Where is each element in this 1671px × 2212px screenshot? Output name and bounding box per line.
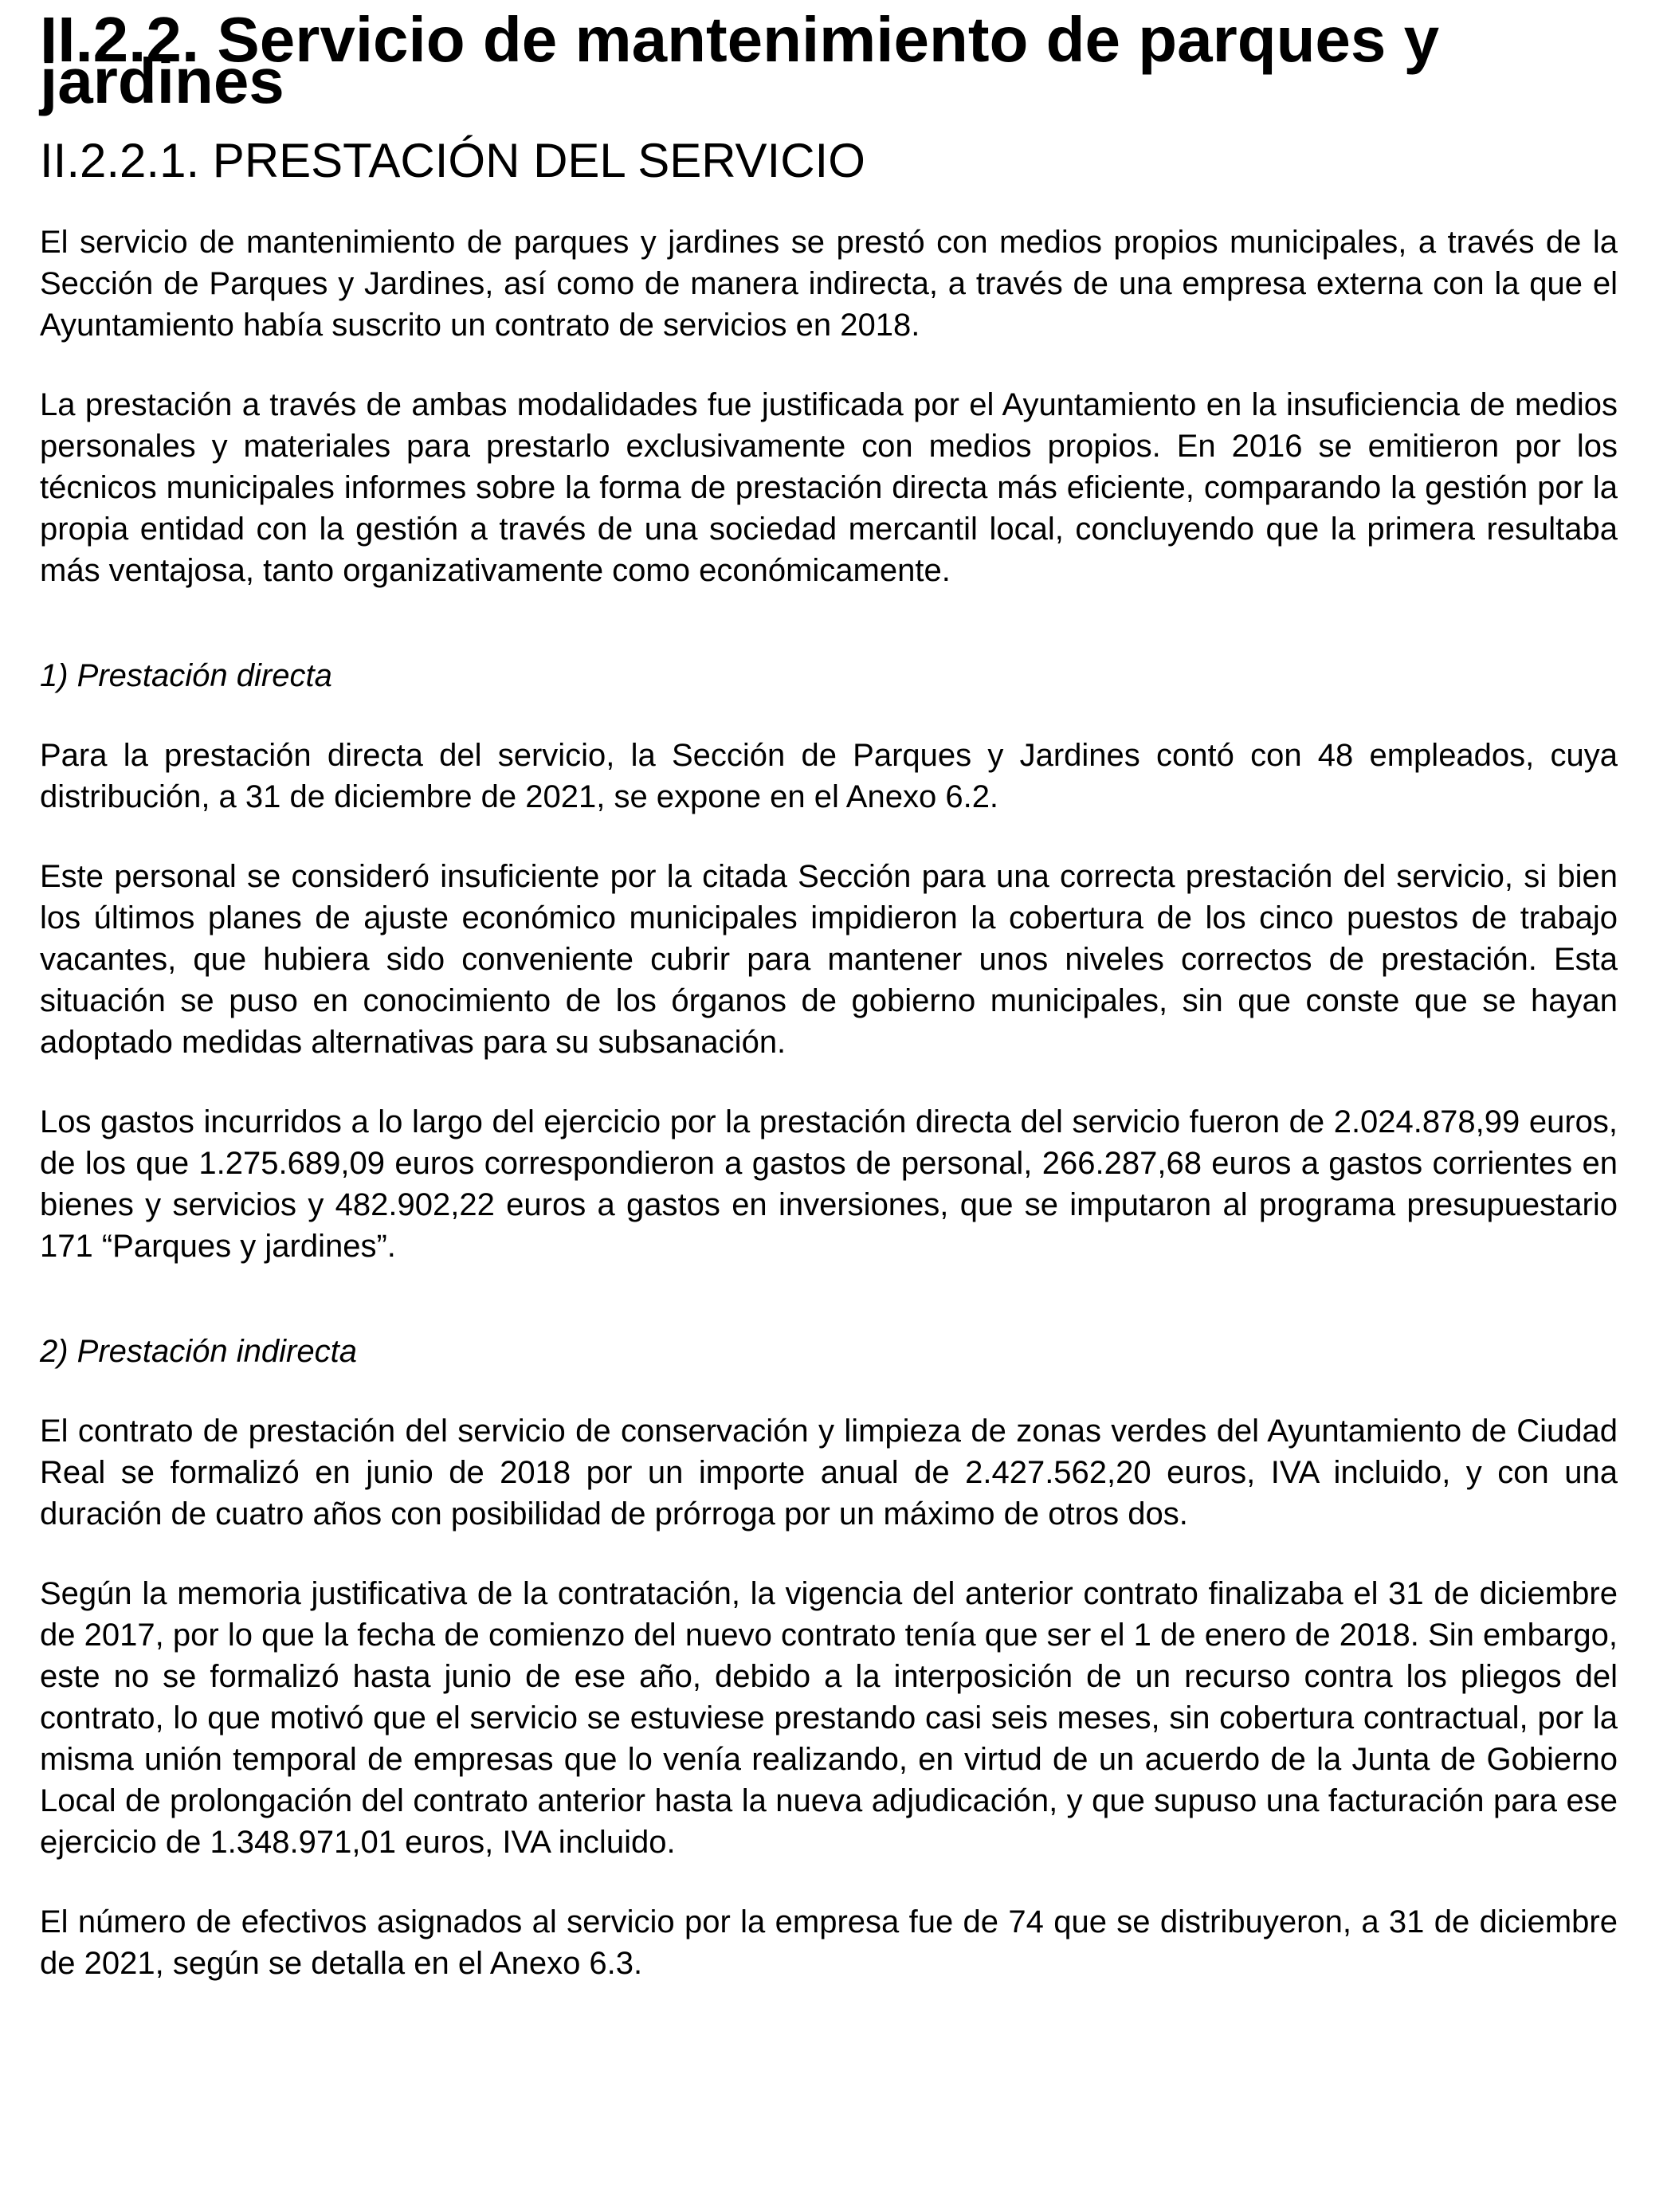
paragraph-contract: El contrato de prestación del servicio de conservación y limpieza de zonas verdes del Ayuntamiento de Ciudad Real se formalizó en junio de 2018 por un importe anual de 2.427.562,20 euros, IVA incluido, y con una duración de cuatro años con posibilidad de prórroga por un máximo de otros dos.	[40, 1414, 1618, 1532]
heading-direct-provision: 1) Prestación directa	[40, 658, 332, 693]
paragraph-company-staff: El número de efectivos asignados al servicio por la empresa fue de 74 que se distribuyeron, a 31 de diciembre de 2021, según se detalla en el Anexo 6.3.	[40, 1904, 1618, 1981]
subsection-title: II.2.2.1. PRESTACIÓN DEL SERVICIO	[40, 134, 865, 187]
section-title: II.2.2. Servicio de mantenimiento de parques y jardines	[40, 4, 1440, 116]
paragraph-service-overview: El servicio de mantenimiento de parques y jardines se prestó con medios propios municipales, a través de la Sección de Parques y Jardines, así como de manera indirecta, a través de una empresa externa con la que el Ayuntamiento había suscrito un contrato de servicios en 2018.	[40, 225, 1618, 343]
document-page	[40, 4, 1618, 1984]
heading-indirect-provision: 2) Prestación indirecta	[40, 1334, 357, 1369]
paragraph-staff-insufficient: Este personal se consideró insuficiente por la citada Sección para una correcta prestación del servicio, si bien los últimos planes de ajuste económico municipales impidieron la cobertura de los cinco puestos de trabajo vacantes, que hubiera sido conveniente cubrir para mantener unos niveles correctos de prestación. Esta situación se puso en conocimiento de los órganos de gobierno municipales, sin que conste que se hayan adoptado medidas alternativas para su subsanación.	[40, 859, 1618, 1060]
paragraph-justification: La prestación a través de ambas modalidades fue justificada por el Ayuntamiento en la insuficiencia de medios personales y materiales para prestarlo exclusivamente con medios propios. En 2016 se emitieron por los técnicos municipales informes sobre la forma de prestación directa más eficiente, comparando la gestión por la propia entidad con la gestión a través de una sociedad mercantil local, concluyendo que la primera resultaba más ventajosa, tanto organizativamente como económicamente.	[40, 387, 1618, 588]
paragraph-contract-memo: Según la memoria justificativa de la contratación, la vigencia del anterior contrato finalizaba el 31 de diciembre de 2017, por lo que la fecha de comienzo del nuevo contrato tenía que ser el 1 de enero de 2018. Sin embargo, este no se formalizó hasta junio de ese año, debido a la interposición de un recurso contra los pliegos del contrato, lo que motivó que el servicio se estuviese prestando casi seis meses, sin cobertura contractual, por la misma unión temporal de empresas que lo venía realizando, en virtud de un acuerdo de la Junta de Gobierno Local de prolongación del contrato anterior hasta la nueva adjudicación, y que supuso una facturación para ese ejercicio de 1.348.971,01 euros, IVA incluido.	[40, 1576, 1618, 1860]
paragraph-direct-expenses: Los gastos incurridos a lo largo del ejercicio por la prestación directa del servicio fueron de 2.024.878,99 euros, de los que 1.275.689,09 euros correspondieron a gastos de personal, 266.287,68 euros a gastos corrientes en bienes y servicios y 482.902,22 euros a gastos en inversiones, que se imputaron al programa presupuestario 171 “Parques y jardines”.	[40, 1104, 1618, 1264]
paragraph-direct-staff: Para la prestación directa del servicio, la Sección de Parques y Jardines contó con 48 empleados, cuya distribución, a 31 de diciembre de 2021, se expone en el Anexo 6.2.	[40, 738, 1618, 814]
